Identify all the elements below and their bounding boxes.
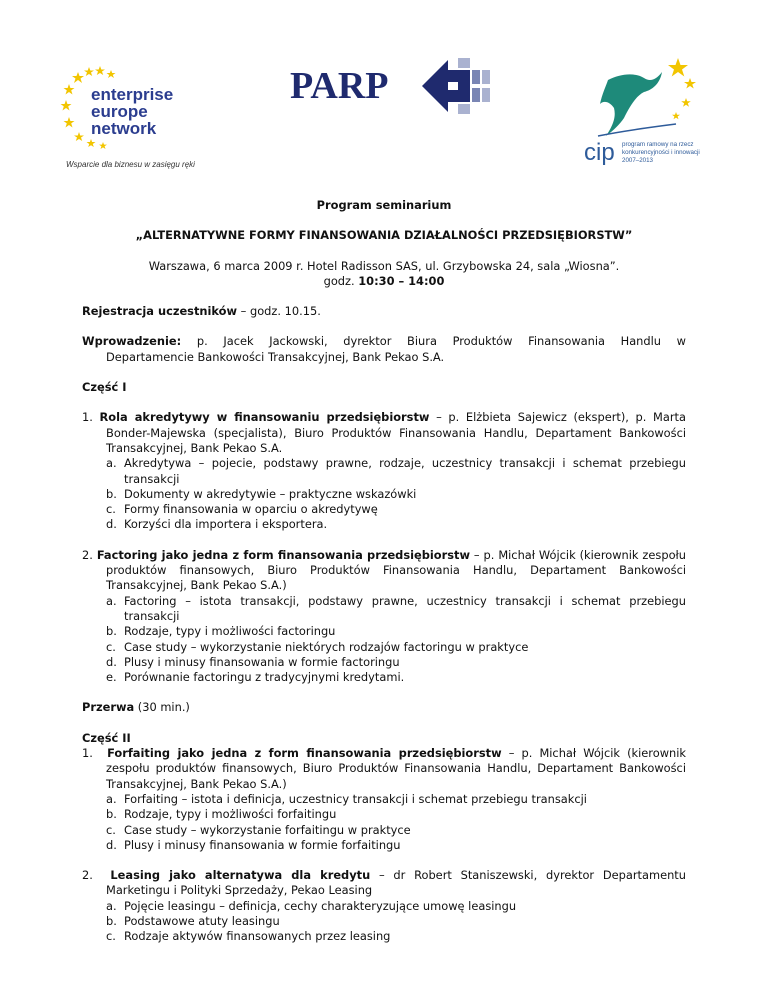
sub-letter: e.	[106, 670, 117, 685]
sub-text: Forfaiting – istota i definicja, uczestnicy transakcji i schemat przebiegu transakcji	[124, 791, 587, 806]
sub-letter: d.	[106, 517, 117, 532]
venue-line: Warszawa, 6 marca 2009 r. Hotel Radisson SAS, ul. Grzybowska 24, sala „Wiosna”.	[148, 258, 620, 273]
sub-letter: b.	[106, 624, 117, 639]
sub-letter: a.	[106, 898, 117, 913]
intro-label: Wprowadzenie:	[82, 334, 182, 349]
parp-logo	[272, 52, 524, 122]
sub-letter: b.	[106, 486, 117, 501]
part1-title: Część I	[82, 380, 127, 395]
intro-line2: Departamencie Bankowości Transakcyjnej, Bank Pekao S.A.	[106, 349, 445, 364]
part2-item1-num: 1.	[82, 746, 93, 761]
part1-item2-num: 2.	[82, 547, 93, 562]
enterprise-europe-network-logo	[60, 62, 200, 172]
sub-text: Korzyści dla importera i eksportera.	[124, 517, 328, 532]
break-label: Przerwa	[82, 700, 135, 715]
seminar-title: „ALTERNATYWNE FORMY FINANSOWANIA DZIAŁALNOŚCI PRZEDSIĘBIORSTW”	[135, 228, 633, 243]
time-prefix: godz.	[323, 273, 355, 288]
break-text: (30 min.)	[134, 700, 190, 715]
sub-text: Case study – wykorzystanie forfaitingu w praktyce	[124, 822, 411, 837]
program-title: Program seminarium	[316, 198, 452, 212]
sub-text: Plusy i minusy finansowania w formie forfaitingu	[124, 837, 401, 852]
cip-desc-line3: 2007–2013	[622, 157, 653, 164]
part1-item2-sub-a	[82, 594, 686, 625]
cip-desc-line1: program ramowy na rzecz	[622, 141, 694, 148]
sub-letter: c.	[106, 639, 116, 654]
sub-text: Rodzaje aktywów finansowanych przez leasing	[124, 929, 391, 944]
cip-desc-line2: konkurencyjności i innowacji	[622, 149, 700, 156]
sub-text: Rodzaje, typy i możliwości factoringu	[124, 624, 336, 639]
sub-text: Pojęcie leasingu – definicja, cechy charakteryzujące umowę leasingu	[124, 898, 517, 913]
registration-text: – godz. 10.15.	[237, 304, 321, 319]
sub-letter: c.	[106, 502, 116, 517]
sub-text: Case study – wykorzystanie niektórych rodzajów factoringu w praktyce	[124, 639, 529, 654]
part2-item2-title: Leasing jako alternatywa dla kredytu	[110, 868, 371, 883]
part2-item1-speaker: – p. Michał Wójcik (kierownik zespołu produktów finansowych, Biuro Produktów Finansowania Handlu, Departament Bankowości Transakcyjnej, Bank Pekao S.A.)	[106, 746, 686, 791]
part1-item1-num: 1.	[82, 410, 93, 425]
sub-letter: b.	[106, 913, 117, 928]
registration-label: Rejestracja uczestników	[82, 304, 238, 319]
sub-letter: c.	[106, 822, 116, 837]
part1-item1	[82, 410, 686, 456]
part1-item1-sub-a	[82, 456, 686, 487]
part1-item2-sub-e	[82, 670, 686, 685]
sub-text: Rodzaje, typy i możliwości forfaitingu	[124, 807, 337, 822]
parp-logo-text: PARP	[290, 65, 389, 107]
part1-item2-sub-c	[82, 640, 686, 655]
time-line	[82, 274, 686, 289]
sub-text: Porównanie factoringu z tradycyjnymi kredytami.	[124, 670, 405, 685]
part2-item2-num: 2.	[82, 868, 93, 883]
sub-letter: a.	[106, 456, 117, 471]
sub-text: Akredytywa – pojecie, podstawy prawne, rodzaje, uczestnicy transakcji i schemat przebiegu transakcji	[124, 456, 686, 486]
part1-item1-sub-d	[82, 517, 686, 532]
break-line	[82, 700, 686, 715]
part1-item2-sub-d	[82, 655, 686, 670]
seminar-program-document	[82, 198, 686, 945]
part2-item1-sub-b	[82, 807, 686, 822]
part2-item2-sub-a	[82, 899, 686, 914]
sub-text: Podstawowe atuty leasingu	[124, 913, 280, 928]
sub-letter: d.	[106, 837, 117, 852]
part1-item2-sub-b	[82, 624, 686, 639]
seminar-time: 10:30 – 14:00	[358, 273, 445, 288]
sub-letter: d.	[106, 654, 117, 669]
part2-item1-sub-a	[82, 792, 686, 807]
sub-text: Formy finansowania w oparciu o akredytywę	[124, 502, 378, 517]
sub-letter: a.	[106, 791, 117, 806]
een-tagline: Wsparcie dla biznesu w zasięgu ręki	[66, 160, 195, 169]
part1-item2	[82, 548, 686, 594]
intro-text-line1: p. Jacek Jackowski, dyrektor Biura Produktów Finansowania Handlu w	[181, 334, 686, 349]
part1-item1-speaker: – p. Elżbieta Sajewicz (ekspert), p. Marta Bonder-Majewska (specjalista), Biuro Produktów Finansowania Handlu, Departament Bankowości Transakcyjnej, Bank Pekao S.A.	[106, 410, 686, 455]
een-line3: network	[91, 119, 157, 138]
part2-item2	[82, 868, 686, 899]
sub-text: Factoring – istota transakcji, podstawy prawne, uczestnicy transakcji i schemat przebiegu transakcji	[124, 593, 686, 623]
part1-item1-sub-b	[82, 487, 686, 502]
sub-letter: b.	[106, 807, 117, 822]
part1-item1-title: Rola akredytywy w finansowaniu przedsiębiorstw	[99, 410, 430, 425]
sub-letter: a.	[106, 593, 117, 608]
part2-item2-speaker: – dr Robert Staniszewski, dyrektor Departamentu Marketingu i Polityki Sprzedaży, Pekao Leasing	[106, 868, 686, 898]
part1-item2-speaker: – p. Michał Wójcik (kierownik zespołu produktów finansowych, Biuro Produktów Finansowania Handlu, Departament Bankowości Transakcyjnej, Bank Pekao S.A.)	[106, 547, 687, 593]
sub-text: Dokumenty w akredytywie – praktyczne wskazówki	[124, 486, 417, 501]
logo-bar	[0, 0, 768, 190]
part2-item1-sub-d	[82, 838, 686, 853]
een-line2: europe	[91, 102, 148, 121]
part1-item1-sub-c	[82, 502, 686, 517]
part2-item2-sub-b	[82, 914, 686, 929]
part2-title: Część II	[82, 730, 131, 745]
een-line1: enterprise	[91, 85, 174, 104]
part2-item1-sub-c	[82, 823, 686, 838]
cip-logo-text: cip	[584, 139, 615, 166]
intro-line1	[82, 334, 686, 349]
sub-text: Plusy i minusy finansowania w formie factoringu	[124, 654, 400, 669]
parp-arrow-icon	[422, 58, 490, 114]
part2-item2-sub-c	[82, 929, 686, 944]
sub-letter: c.	[106, 929, 116, 944]
part1-item2-title: Factoring jako jedna z form finansowania przedsiębiorstw	[96, 547, 470, 562]
cip-stars-icon	[668, 58, 696, 119]
cip-logo	[578, 54, 708, 176]
part2-item1-title: Forfaiting jako jedna z form finansowania przedsiębiorstw	[107, 746, 502, 761]
registration-line	[82, 304, 686, 319]
part2-item1	[82, 746, 686, 792]
